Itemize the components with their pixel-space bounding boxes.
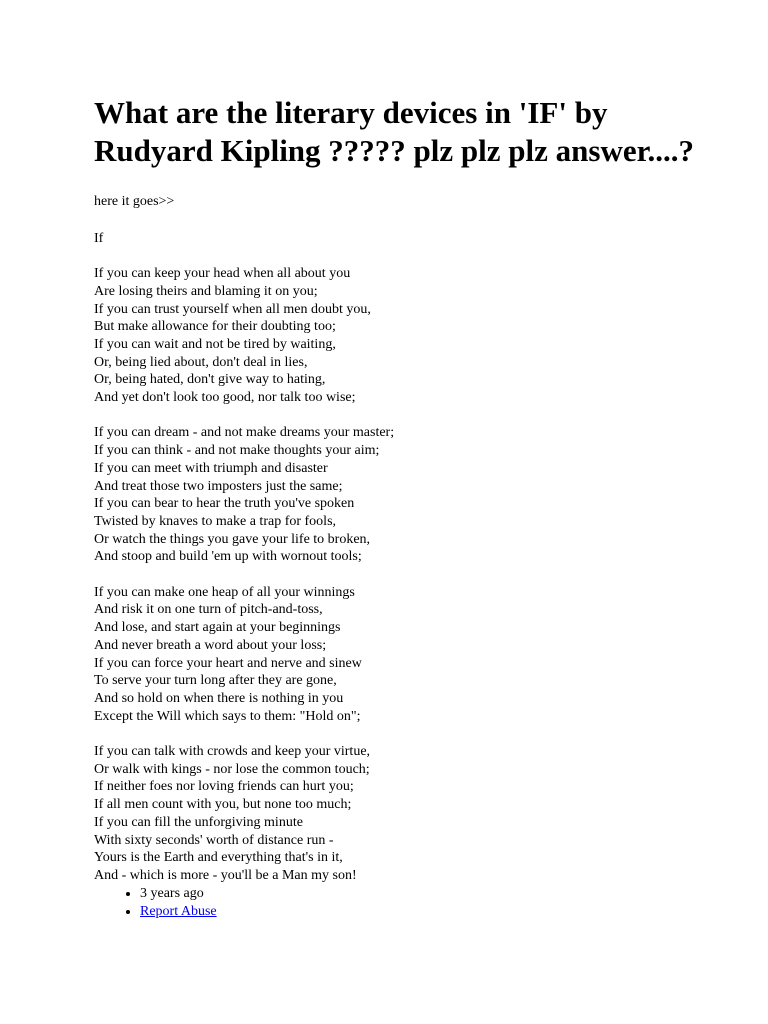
poem-line: With sixty seconds' worth of distance run - <box>94 832 334 848</box>
poem-line: And so hold on when there is nothing in you <box>94 690 344 706</box>
poem-line: And yet don't look too good, nor talk too wise; <box>94 390 356 406</box>
poem-line: And stoop and build 'em up with wornout tools; <box>94 549 362 565</box>
poem-line: If you can bear to hear the truth you've spoken <box>94 496 355 512</box>
poem-line: If you can dream - and not make dreams your master; <box>94 425 395 441</box>
poem-line: Or walk with kings - nor lose the common touch; <box>94 761 370 777</box>
report-abuse-item <box>140 903 734 922</box>
poem-line: Or, being hated, don't give way to hating, <box>94 372 326 388</box>
poem-line: Except the Will which says to them: "Hold on"; <box>94 708 361 724</box>
poem-line: If you can force your heart and nerve and sinew <box>94 655 362 671</box>
question-title: What are the literary devices in 'IF' by Rudyard Kipling ????? plz plz plz answer....? <box>94 95 695 168</box>
poem-line: If you can trust yourself when all men doubt you, <box>94 301 371 317</box>
poem-line: Or watch the things you gave your life to broken, <box>94 531 371 547</box>
poem-line: If neither foes nor loving friends can hurt you; <box>94 779 354 795</box>
poem-line: And never breath a word about your loss; <box>94 637 327 653</box>
answer-page <box>94 94 734 922</box>
poem-line: Or, being lied about, don't deal in lies, <box>94 354 308 370</box>
poem-line: If you can meet with triumph and disaster <box>94 460 328 476</box>
poem-stanza-3 <box>94 584 734 726</box>
poem-stanza-4 <box>94 743 734 885</box>
answer-age: • 3 years ago <box>140 885 734 904</box>
poem-line: If all men count with you, but none too much; <box>94 797 352 813</box>
poem-line: If you can think - and not make thoughts your aim; <box>94 443 380 459</box>
poem-stanza-1 <box>94 265 734 407</box>
poem-title: If <box>94 230 104 246</box>
poem-line: To serve your turn long after they are gone, <box>94 673 337 689</box>
poem-line: And lose, and start again at your beginnings <box>94 620 341 636</box>
poem-line: But make allowance for their doubting too; <box>94 319 336 335</box>
poem-line: Are losing theirs and blaming it on you; <box>94 283 318 299</box>
poem-stanza-2 <box>94 424 734 566</box>
poem-line: If you can talk with crowds and keep your virtue, <box>94 744 371 760</box>
answer-meta-list <box>94 885 734 922</box>
poem-line: And treat those two imposters just the same; <box>94 478 343 494</box>
answer-intro: here it goes>> <box>94 194 175 209</box>
report-abuse-link[interactable]: Report Abuse <box>140 904 217 920</box>
poem-line: If you can fill the unforgiving minute <box>94 814 303 830</box>
poem-line: And risk it on one turn of pitch-and-toss, <box>94 602 323 618</box>
poem-line: If you can keep your head when all about you <box>94 266 351 282</box>
poem-line: If you can make one heap of all your winnings <box>94 584 355 600</box>
poem-line: And - which is more - you'll be a Man my son! <box>94 867 357 883</box>
poem-line: Yours is the Earth and everything that's in it, <box>94 850 343 866</box>
poem-line: Twisted by knaves to make a trap for fools, <box>94 513 337 529</box>
poem-line: If you can wait and not be tired by waiting, <box>94 336 336 352</box>
